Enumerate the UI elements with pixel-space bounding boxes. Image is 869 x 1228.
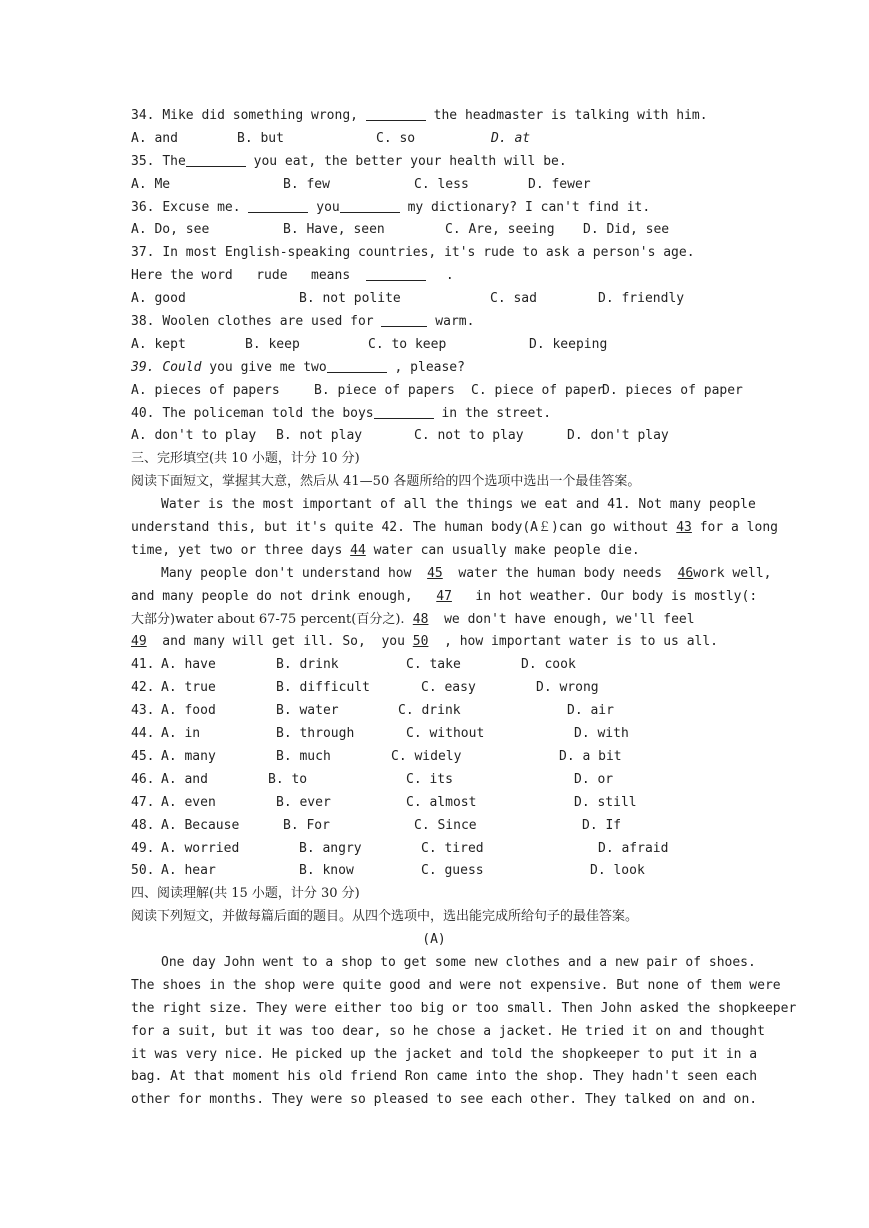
question-36 bbox=[131, 197, 737, 220]
cloze-options-43: 43. A. food B. water C. drink D. air bbox=[131, 703, 614, 719]
option-d: D. pieces of paper bbox=[602, 382, 743, 398]
answer-blank bbox=[381, 312, 427, 327]
passage-line: 大部分)water about 67-75 percent(百分之). 48 we don't have enough, we'll feel bbox=[131, 611, 695, 627]
question-number: 38. bbox=[131, 314, 155, 330]
reading-line: other for months. They were so pleased to see each other. They talked on and on. bbox=[131, 1092, 758, 1108]
question-35 bbox=[131, 151, 737, 174]
options-37 bbox=[131, 288, 737, 311]
reading-line: for a suit, but it was too dear, so he chose a jacket. He tried it on and thought bbox=[131, 1023, 765, 1039]
reading-line: One day John went to a shop to get some new clothes and a new pair of shoes. bbox=[161, 954, 756, 970]
question-text: Here the word rude means bbox=[131, 268, 351, 284]
answer-blank bbox=[340, 198, 400, 213]
question-38 bbox=[131, 311, 737, 334]
options-35 bbox=[131, 174, 737, 197]
reading-line: bag. At that moment his old friend Ron came into the shop. They hadn't seen each bbox=[131, 1069, 758, 1085]
section-4-instruction: 阅读下列短文，并做每篇后面的题目。从四个选项中，选出能完成所给句子的最佳答案。 bbox=[131, 909, 639, 925]
option-d: D. don't play bbox=[567, 428, 669, 444]
answer-blank bbox=[186, 152, 246, 167]
exam-page bbox=[131, 105, 797, 1112]
option-c: C. not to play bbox=[414, 428, 524, 444]
passage-line: Many people don't understand how 45 water the human body needs 46work well, bbox=[161, 565, 772, 581]
answer-blank bbox=[327, 358, 387, 373]
reading-line: The shoes in the shop were quite good and were not expensive. But none of them were bbox=[131, 977, 781, 993]
option-a: A. don't to play bbox=[131, 428, 257, 444]
question-number: 36. bbox=[131, 199, 155, 215]
option-b: B. few bbox=[283, 176, 330, 192]
cloze-options-50: 50. A. hear B. know C. guess D. look bbox=[131, 863, 645, 879]
passage-label: (A) bbox=[422, 932, 446, 948]
cloze-blank-46: 46 bbox=[677, 565, 694, 581]
option-b: B. Have, seen bbox=[283, 222, 385, 238]
option-b: B. piece of papers bbox=[314, 382, 455, 398]
option-d: D. friendly bbox=[598, 291, 685, 307]
cloze-options-41: 41. A. have B. drink C. take D. cook bbox=[131, 657, 576, 673]
question-40 bbox=[131, 403, 737, 426]
option-a: A. Me bbox=[131, 176, 171, 192]
question-text: Woolen clothes are used for bbox=[162, 314, 374, 330]
cloze-blank-48: 48 bbox=[412, 611, 429, 627]
option-b: B. not polite bbox=[299, 291, 401, 307]
options-36 bbox=[131, 219, 737, 242]
passage-line: Water is the most important of all the things we eat and 41. Not many people bbox=[161, 497, 756, 513]
passage-line: and many people do not drink enough, 47 in hot weather. Our body is mostly(: bbox=[131, 588, 758, 604]
question-text: Could bbox=[162, 359, 202, 375]
question-text: Excuse me. bbox=[162, 199, 241, 215]
option-c: C. sad bbox=[490, 291, 537, 307]
option-d: D. fewer bbox=[528, 176, 591, 192]
options-39 bbox=[131, 380, 743, 403]
question-number: 39. bbox=[131, 359, 155, 375]
option-c: C. less bbox=[414, 176, 469, 192]
cloze-options-42: 42. A. true B. difficult C. easy D. wrong bbox=[131, 680, 599, 696]
cloze-options-45: 45. A. many B. much C. widely D. a bit bbox=[131, 748, 622, 764]
question-39 bbox=[131, 357, 737, 380]
question-text: The bbox=[162, 153, 186, 169]
option-c: C. Are, seeing bbox=[445, 222, 555, 238]
reading-line: the right size. They were either too big or too small. Then John asked the shopkeeper bbox=[131, 1000, 797, 1016]
question-number: 34. bbox=[131, 108, 155, 123]
cloze-options-46: 46. A. and B. to C. its D. or bbox=[131, 771, 614, 787]
passage-line: time, yet two or three days 44 water can usually make people die. bbox=[131, 542, 640, 558]
option-a: A. pieces of papers bbox=[131, 382, 280, 398]
answer-blank bbox=[248, 198, 308, 213]
option-d: D. Did, see bbox=[583, 222, 670, 238]
answer-blank bbox=[366, 106, 426, 121]
cloze-blank-50: 50 bbox=[412, 634, 429, 650]
section-3-instruction: 阅读下面短文，掌握其大意，然后从 41—50 各题所给的四个选项中选出一个最佳答案。 bbox=[131, 474, 641, 490]
cloze-blank-43: 43 bbox=[676, 520, 692, 536]
passage-line: understand this, but it's quite 42. The human body(A￡)can go without 43 for a long bbox=[131, 520, 778, 536]
option-d: D. keeping bbox=[529, 336, 608, 352]
option-b: B. but bbox=[237, 130, 284, 146]
option-b: B. keep bbox=[245, 336, 300, 352]
passage-line: 49 and many will get ill. So, you 50 , how important water is to us all. bbox=[131, 634, 719, 650]
cloze-options-49: 49. A. worried B. angry C. tired D. afraid bbox=[131, 840, 669, 856]
question-text: . bbox=[445, 268, 454, 284]
answer-blank bbox=[366, 266, 426, 281]
question-number: 35. bbox=[131, 153, 155, 169]
option-b: B. not play bbox=[276, 428, 363, 444]
cloze-options-44: 44. A. in B. through C. without D. with bbox=[131, 726, 629, 742]
option-a: A. kept bbox=[131, 336, 186, 352]
question-text: , please? bbox=[394, 359, 465, 375]
option-a: A. and bbox=[131, 130, 178, 146]
cloze-blank-45: 45 bbox=[427, 565, 443, 581]
options-40 bbox=[131, 425, 737, 448]
cloze-options-48: 48. A. Because B. For C. Since D. If bbox=[131, 817, 622, 833]
question-number: 37. bbox=[131, 245, 155, 261]
reading-line: it was very nice. He picked up the jacket and told the shopkeeper to put it in a bbox=[131, 1046, 758, 1062]
question-text: my dictionary? I can't find it. bbox=[407, 199, 651, 215]
answer-blank bbox=[374, 404, 434, 419]
question-37 bbox=[131, 242, 737, 265]
question-text: Mike did something wrong, bbox=[162, 108, 358, 123]
question-37-continued bbox=[131, 265, 737, 288]
question-text: you eat, the better your health will be. bbox=[253, 153, 567, 169]
question-text: The policeman told the boys bbox=[162, 405, 374, 421]
options-38 bbox=[131, 334, 737, 357]
option-c: C. to keep bbox=[368, 336, 447, 352]
question-number: 40. bbox=[131, 405, 155, 421]
option-a: A. Do, see bbox=[131, 222, 210, 238]
cloze-blank-47: 47 bbox=[436, 588, 452, 604]
cloze-blank-49: 49 bbox=[131, 634, 147, 650]
question-text: warm. bbox=[435, 314, 475, 330]
section-4-heading: 四、阅读理解(共 15 小题，计分 30 分) bbox=[131, 886, 360, 902]
question-text: in the street. bbox=[441, 405, 552, 421]
options-34 bbox=[131, 128, 737, 151]
option-a: A. good bbox=[131, 291, 186, 307]
option-d: D. at bbox=[491, 130, 531, 146]
question-text: the headmaster is talking with him. bbox=[433, 108, 708, 123]
question-text: you bbox=[316, 199, 340, 215]
option-c: C. piece of paper bbox=[471, 382, 605, 398]
question-34 bbox=[131, 105, 737, 128]
question-text: you give me two bbox=[209, 359, 327, 375]
option-c: C. so bbox=[376, 130, 416, 146]
question-text: In most English-speaking countries, it's rude to ask a person's age. bbox=[162, 245, 695, 261]
section-3-heading: 三、完形填空(共 10 小题，计分 10 分) bbox=[131, 451, 360, 467]
cloze-options-47: 47. A. even B. ever C. almost D. still bbox=[131, 794, 637, 810]
cloze-blank-44: 44 bbox=[350, 542, 366, 558]
